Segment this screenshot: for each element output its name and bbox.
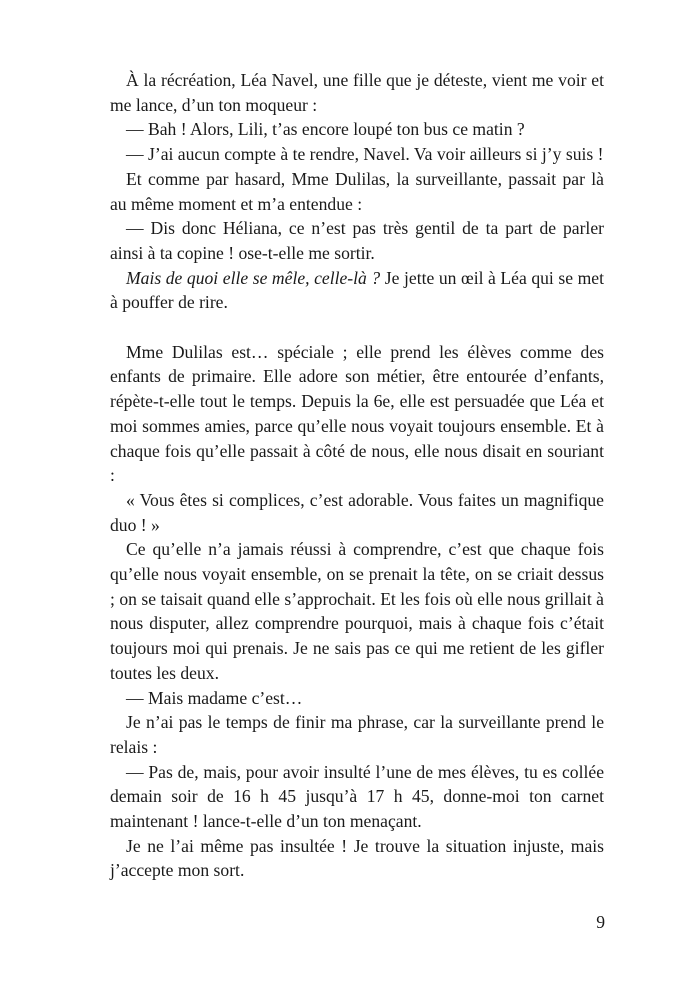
paragraph-11: Je n’ai pas le temps de finir ma phrase, car la surveillante prend le relais : bbox=[110, 712, 604, 757]
paragraph-6-rest: Je jette un œil à Léa qui se met à pouffer de rire. bbox=[110, 267, 604, 313]
paragraph-2: — Bah ! Alors, Lili, t’as encore loupé ton bus ce matin ? bbox=[126, 119, 525, 140]
paragraph-9: Ce qu’elle n’a jamais réussi à comprendre, c’est que chaque fois qu’elle nous voyait ensemble, on se prenait la tête, on se criait dessus ; on se taisait quand elle s’approchait. Et les fois où elle nous grillait à nous disputer, allez comprendre pourquoi, mais à chaque fois c’était toujours moi qui prenais. Je ne sais pas ce qui me retient de les gifler toutes les deux. bbox=[110, 539, 604, 683]
paragraph-3: — J’ai aucun compte à te rendre, Navel. Va voir ailleurs si j’y suis ! bbox=[126, 144, 604, 165]
page-number: 9 bbox=[596, 912, 605, 932]
paragraph-1: À la récréation, Léa Navel, une fille que je déteste, vient me voir et me lance, d’un ton moqueur : bbox=[110, 70, 604, 115]
page-body bbox=[110, 68, 604, 883]
paragraph-8: « Vous êtes si complices, c’est adorable. Vous faites un magnifique duo ! » bbox=[110, 489, 604, 535]
paragraph-12: — Pas de, mais, pour avoir insulté l’une de mes élèves, tu es collée demain soir de 16 h 45 jusqu’à 17 h 45, donne-moi ton carnet maintenant ! lance-t-elle d’un ton menaçant. bbox=[110, 761, 604, 832]
paragraph-4: Et comme par hasard, Mme Dulilas, la surveillante, passait par là au même moment et m’a entendue : bbox=[110, 168, 604, 214]
paragraph-6 bbox=[110, 266, 604, 315]
paragraph-13: Je ne l’ai même pas insultée ! Je trouve la situation injuste, mais j’accepte mon sort. bbox=[110, 835, 604, 881]
paragraph-5: — Dis donc Héliana, ce n’est pas très gentil de ta part de parler ainsi à ta copine ! ose-t-elle me sortir. bbox=[110, 218, 604, 263]
italic-thought: Mais de quoi elle se mêle, celle-là ? bbox=[126, 267, 381, 288]
paragraph-10: — Mais madame c’est… bbox=[126, 687, 303, 708]
paragraph-7: Mme Dulilas est… spéciale ; elle prend les élèves comme des enfants de primaire. Elle adore son métier, être entourée d’enfants, répète-t-elle tout le temps. Depuis la 6e, elle est persuadée que Léa et moi sommes amies, parce qu’elle nous voyait toujours ensemble. Et à chaque fois qu’elle passait à côté de nous, elle nous disait en souriant : bbox=[110, 341, 604, 486]
